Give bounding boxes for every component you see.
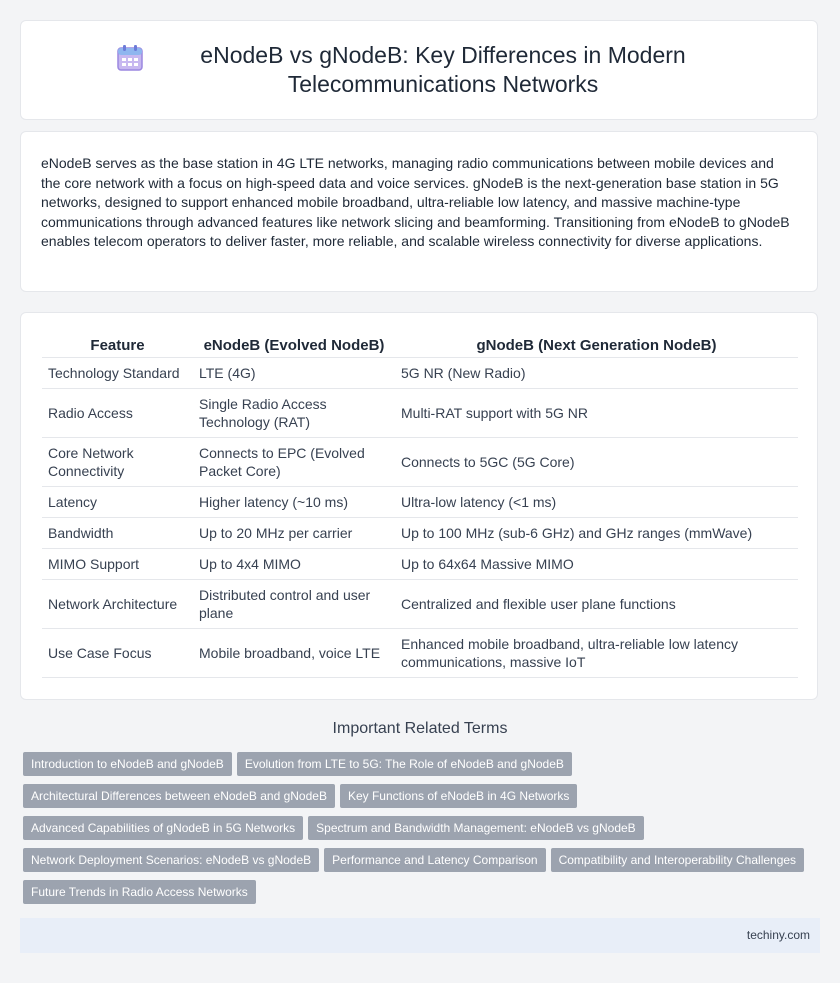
table-row (42, 438, 798, 487)
column-header: eNodeB (Evolved NodeB) (193, 333, 395, 358)
table-cell: LTE (4G) (193, 358, 395, 389)
table-cell: Use Case Focus (42, 629, 193, 678)
table-row (42, 629, 798, 678)
related-term-tag[interactable]: Performance and Latency Comparison (324, 848, 545, 872)
table-cell: 5G NR (New Radio) (395, 358, 798, 389)
table-cell: Up to 4x4 MIMO (193, 549, 395, 580)
table-row (42, 580, 798, 629)
table-cell: Multi-RAT support with 5G NR (395, 389, 798, 438)
column-header: Feature (42, 333, 193, 358)
table-cell: Latency (42, 487, 193, 518)
table-row (42, 358, 798, 389)
related-term-tag[interactable]: Network Deployment Scenarios: eNodeB vs gNodeB (23, 848, 319, 872)
footer (20, 918, 820, 953)
table-cell: Mobile broadband, voice LTE (193, 629, 395, 678)
table-cell: Higher latency (~10 ms) (193, 487, 395, 518)
table-cell: Centralized and flexible user plane functions (395, 580, 798, 629)
intro-text: eNodeB serves as the base station in 4G LTE networks, managing radio communications between mobile devices and the core network with a focus on high-speed data and voice services. gNodeB is the next-generation base station in 5G networks, designed to support enhanced mobile broadband, ultra-reliable low latency, and massive machine-type communications through advanced features like network slicing and beamforming. Transitioning from eNodeB to gNodeB enables telecom operators to deliver faster, more reliable, and scalable wireless connectivity for diverse applications. (41, 155, 790, 249)
table-row (42, 487, 798, 518)
related-term-tag[interactable]: Future Trends in Radio Access Networks (23, 880, 256, 904)
table-cell: MIMO Support (42, 549, 193, 580)
table-cell: Bandwidth (42, 518, 193, 549)
table-cell: Up to 20 MHz per carrier (193, 518, 395, 549)
table-row (42, 389, 798, 438)
comparison-table (42, 333, 798, 678)
comparison-table-card (20, 312, 818, 700)
related-terms-title: Important Related Terms (332, 720, 508, 737)
table-cell: Network Architecture (42, 580, 193, 629)
table-cell: Technology Standard (42, 358, 193, 389)
table-cell: Connects to EPC (Evolved Packet Core) (193, 438, 395, 487)
table-cell: Radio Access (42, 389, 193, 438)
related-terms-list (23, 752, 813, 912)
table-row (42, 549, 798, 580)
table-cell: Enhanced mobile broadband, ultra-reliable low latency communications, massive IoT (395, 629, 798, 678)
header-card (20, 20, 818, 120)
intro-card (20, 131, 818, 292)
related-term-tag[interactable]: Evolution from LTE to 5G: The Role of eNodeB and gNodeB (237, 752, 572, 776)
table-cell: Ultra-low latency (<1 ms) (395, 487, 798, 518)
related-term-tag[interactable]: Advanced Capabilities of gNodeB in 5G Networks (23, 816, 303, 840)
table-header-row (42, 333, 798, 358)
calendar-icon (115, 43, 145, 73)
footer-site-link[interactable]: techiny.com (746, 928, 810, 942)
table-cell: Up to 64x64 Massive MIMO (395, 549, 798, 580)
related-term-tag[interactable]: Introduction to eNodeB and gNodeB (23, 752, 232, 776)
table-row (42, 518, 798, 549)
table-cell: Up to 100 MHz (sub-6 GHz) and GHz ranges (mmWave) (395, 518, 798, 549)
table-cell: Connects to 5GC (5G Core) (395, 438, 798, 487)
related-term-tag[interactable]: Compatibility and Interoperability Challenges (551, 848, 804, 872)
table-cell: Core Network Connectivity (42, 438, 193, 487)
table-cell: Distributed control and user plane (193, 580, 395, 629)
table-cell: Single Radio Access Technology (RAT) (193, 389, 395, 438)
related-term-tag[interactable]: Key Functions of eNodeB in 4G Networks (340, 784, 577, 808)
related-term-tag[interactable]: Architectural Differences between eNodeB and gNodeB (23, 784, 335, 808)
related-term-tag[interactable]: Spectrum and Bandwidth Management: eNodeB vs gNodeB (308, 816, 644, 840)
page-title: eNodeB vs gNodeB: Key Differences in Modern Telecommunications Networks (200, 42, 686, 97)
column-header: gNodeB (Next Generation NodeB) (395, 333, 798, 358)
